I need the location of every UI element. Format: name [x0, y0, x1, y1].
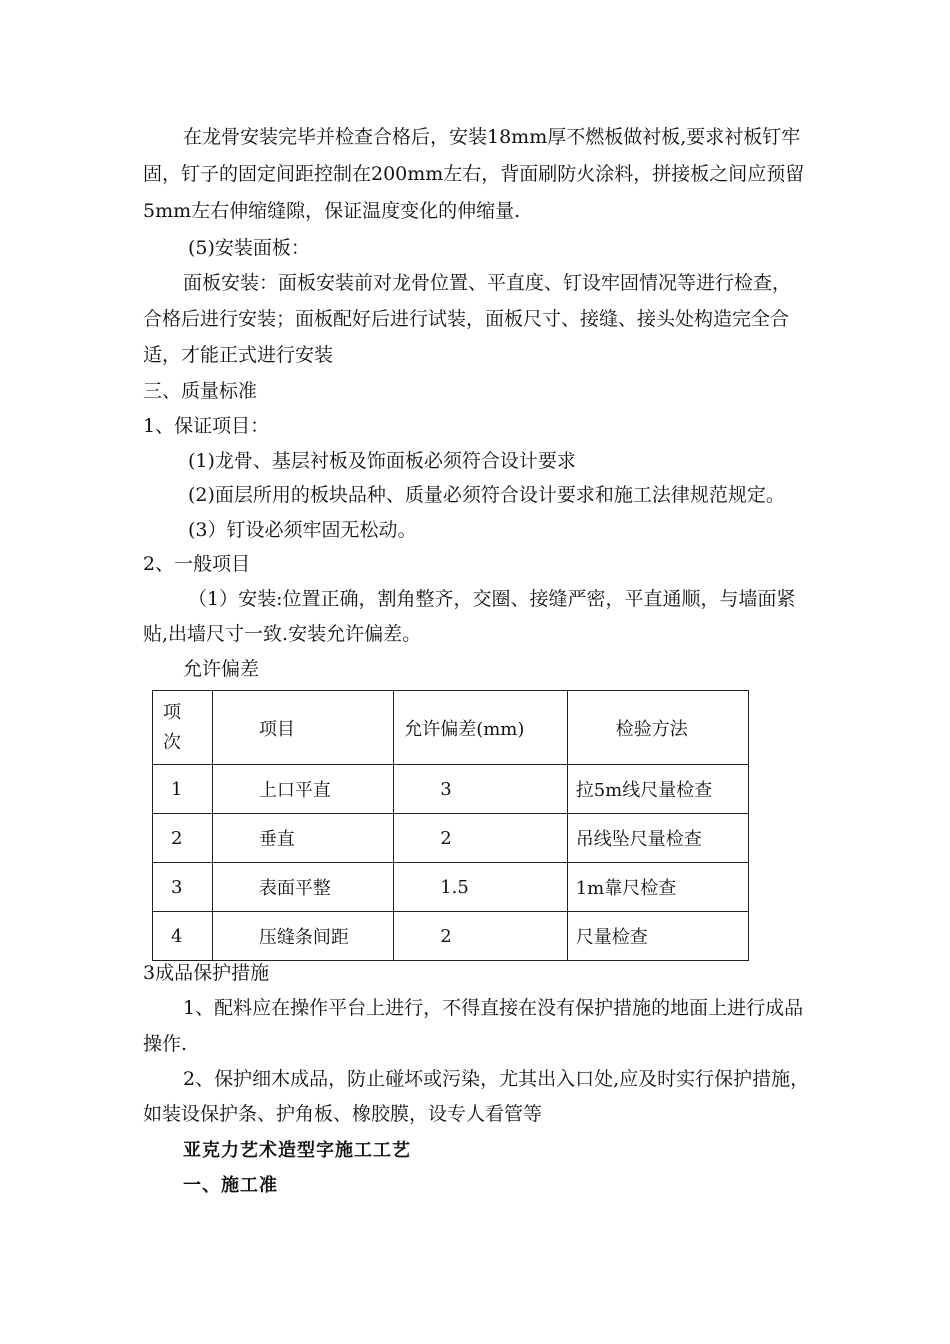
tolerance-table: [152, 690, 749, 961]
cell-item: 垂直: [212, 814, 393, 863]
document-subheading: 一、施工准: [183, 1175, 278, 1196]
header-cell-tolerance: 允许偏差(mm): [394, 691, 568, 765]
subsection-heading: (5)安装面板：: [188, 237, 310, 259]
header-cell-item: 项目: [212, 691, 393, 765]
table-row: [153, 863, 749, 912]
paragraph-line: 如装设保护条、护角板、橡胶膜，设专人看管等: [143, 1103, 543, 1125]
cell-tolerance: 2: [394, 912, 568, 961]
header-cell-no: [153, 691, 213, 765]
table-header-row: [153, 691, 749, 765]
section-heading: 2、一般项目: [143, 553, 251, 575]
list-item: (3）钉设必须牢固无松动。: [188, 519, 417, 541]
paragraph-line: （1）安装:位置正确，割角整齐，交圈、接缝严密，平直通顺，与墙面紧: [188, 588, 796, 610]
paragraph-line: 2、保护细木成品，防止碰坏或污染，尤其出入口处,应及时实行保护措施，: [183, 1068, 810, 1090]
header-no-line1: 项: [163, 701, 181, 723]
cell-no: 1: [153, 765, 213, 814]
paragraph-line: 5mm左右伸缩缝隙，保证温度变化的伸缩量.: [143, 200, 521, 222]
table-row: [153, 765, 749, 814]
paragraph-line: 1、配料应在操作平台上进行，不得直接在没有保护措施的地面上进行成品: [183, 997, 804, 1019]
cell-method: 1m靠尺检查: [567, 863, 748, 912]
cell-tolerance: 3: [394, 765, 568, 814]
cell-tolerance: 2: [394, 814, 568, 863]
document-heading: 亚克力艺术造型字施工工艺: [183, 1140, 411, 1161]
section-heading: 三、质量标准: [143, 380, 258, 402]
cell-method: 尺量检查: [567, 912, 748, 961]
cell-tolerance: 1.5: [394, 863, 568, 912]
cell-method: 拉5m线尺量检查: [567, 765, 748, 814]
paragraph-line: 合格后进行安装；面板配好后进行试装，面板尺寸、接缝、接头处构造完全合: [143, 308, 790, 330]
cell-item: 压缝条间距: [212, 912, 393, 961]
paragraph-line: 在龙骨安装完毕并检查合格后，安装18mm厚不燃板做衬板,要求衬板钉牢: [183, 126, 801, 148]
header-cell-method: 检验方法: [567, 691, 748, 765]
paragraph-line: 操作.: [143, 1033, 188, 1055]
table-caption: 允许偏差: [183, 658, 260, 680]
paragraph-line: 面板安装：面板安装前对龙骨位置、平直度、钉设牢固情况等进行检查，: [183, 272, 792, 294]
header-no-line2: 次: [163, 731, 181, 753]
table-row: [153, 814, 749, 863]
paragraph-line: 贴,出墙尺寸一致.安装允许偏差。: [143, 623, 422, 645]
list-item: (1)龙骨、基层衬板及饰面板必须符合设计要求: [188, 450, 576, 472]
paragraph-line: 适，才能正式进行安装: [143, 344, 334, 366]
paragraph-line: 固，钉子的固定间距控制在200mm左右，背面刷防火涂料，拼接板之间应预留: [143, 163, 805, 185]
cell-no: 2: [153, 814, 213, 863]
cell-no: 4: [153, 912, 213, 961]
table-row: [153, 912, 749, 961]
cell-item: 表面平整: [212, 863, 393, 912]
cell-item: 上口平直: [212, 765, 393, 814]
list-item: (2)面层所用的板块品种、质量必须符合设计要求和施工法律规范规定。: [188, 484, 785, 506]
section-heading: 3成品保护措施: [143, 962, 270, 984]
cell-no: 3: [153, 863, 213, 912]
section-heading: 1、保证项目：: [143, 415, 270, 437]
cell-method: 吊线坠尺量检查: [567, 814, 748, 863]
